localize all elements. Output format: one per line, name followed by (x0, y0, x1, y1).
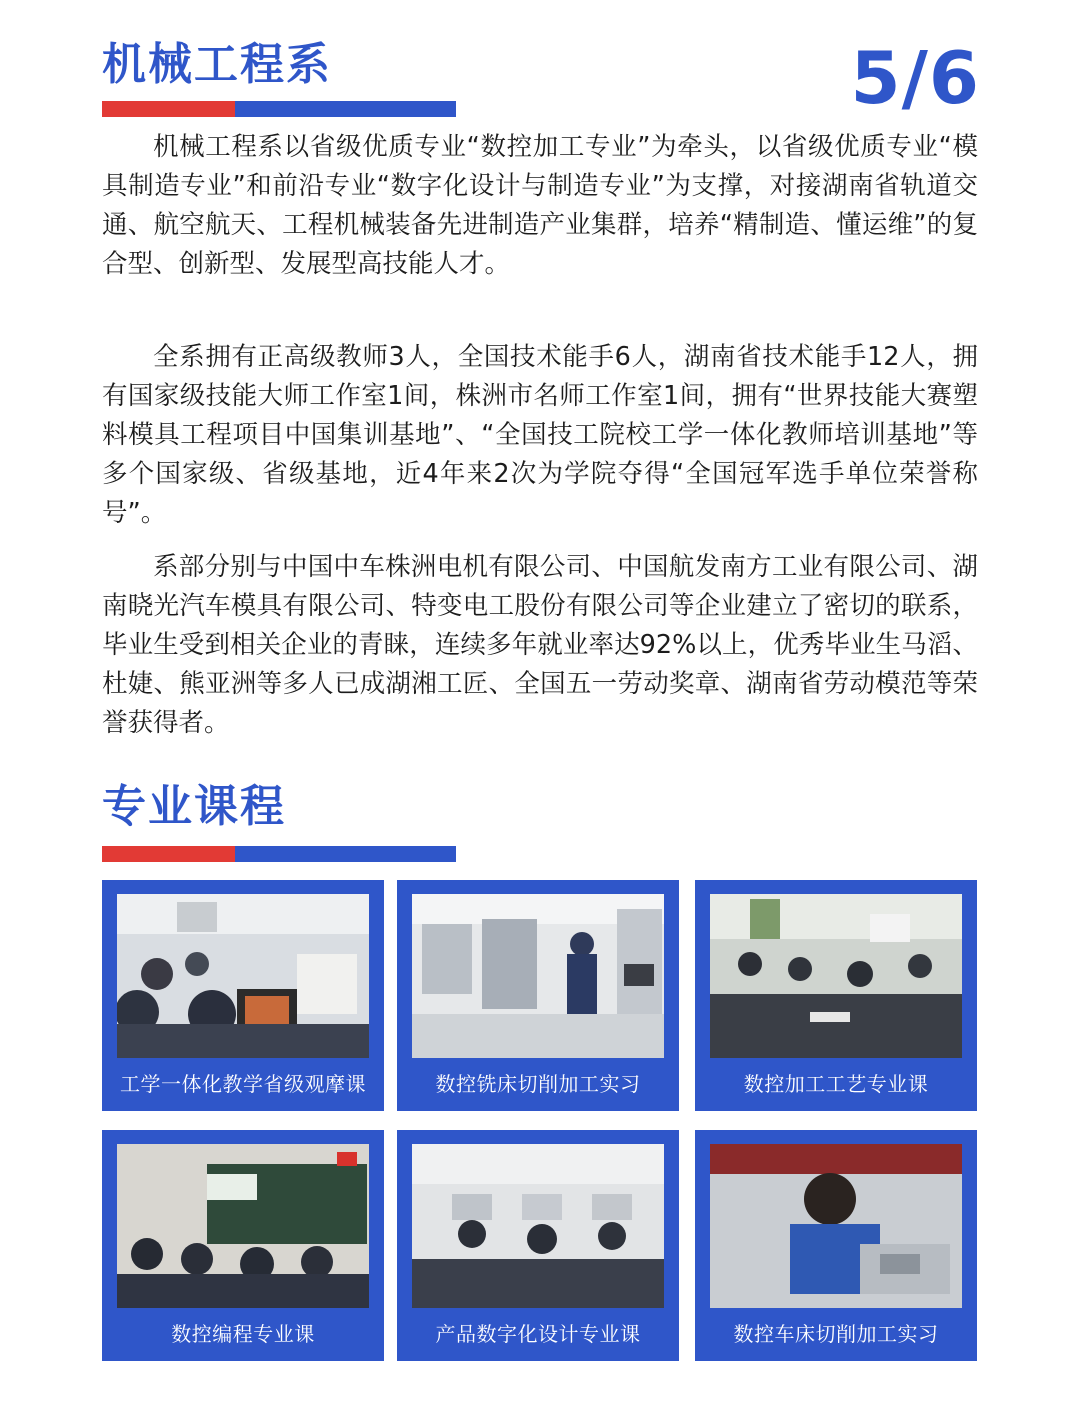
intro-paragraph: 全系拥有正高级教师3人，全国技术能手6人，湖南省技术能手12人，拥有国家级技能大师工作室1间，株洲市名师工作室1间，拥有“世界技能大赛塑料模具工程项目中国集训基地”、“全国技工院校工学一体化教师培训基地”等多个国家级、省级基地，近4年来2次为学院夺得“全国冠军选手单位荣誉称号”。 (102, 342, 978, 528)
course-card[interactable] (102, 880, 384, 1111)
course-label: 数控车床切削加工实习 (733, 1322, 939, 1346)
course-photo (710, 894, 962, 1058)
course-photo (412, 894, 664, 1058)
course-card[interactable] (695, 1130, 977, 1361)
course-label: 工学一体化教学省级观摩课 (120, 1072, 366, 1096)
course-label: 产品数字化设计专业课 (435, 1322, 641, 1346)
intro-paragraph: 系部分别与中国中车株洲电机有限公司、中国航发南方工业有限公司、湖南晓光汽车模具有限公司、特变电工股份有限公司等企业建立了密切的联系，毕业生受到相关企业的青睐，连续多年就业率达92%以上，优秀毕业生马滔、杜婕、熊亚洲等多人已成湖湘工匠、全国五一劳动奖章、湖南省劳动模范等荣誉获得者。 (102, 552, 978, 738)
section-underline (102, 846, 456, 862)
course-card[interactable] (397, 880, 679, 1111)
page-number: 5/6 (850, 36, 980, 120)
course-photo (117, 894, 369, 1058)
course-card[interactable] (695, 880, 977, 1111)
course-card[interactable] (397, 1130, 679, 1361)
course-card[interactable] (102, 1130, 384, 1361)
course-label: 数控铣床切削加工实习 (435, 1072, 641, 1096)
course-photo (710, 1144, 962, 1308)
section-title: 专业课程 (102, 781, 286, 832)
course-photo (412, 1144, 664, 1308)
course-label: 数控编程专业课 (171, 1322, 315, 1346)
intro-paragraph: 机械工程系以省级优质专业“数控加工专业”为牵头，以省级优质专业“模具制造专业”和前沿专业“数字化设计与制造专业”为支撑，对接湖南省轨道交通、航空航天、工程机械装备先进制造产业集群，培养“精制造、懂运维”的复合型、创新型、发展型高技能人才。 (102, 132, 978, 279)
page-title: 机械工程系 (102, 39, 332, 90)
course-photo (117, 1144, 369, 1308)
course-label: 数控加工工艺专业课 (743, 1072, 929, 1096)
title-underline (102, 101, 456, 117)
